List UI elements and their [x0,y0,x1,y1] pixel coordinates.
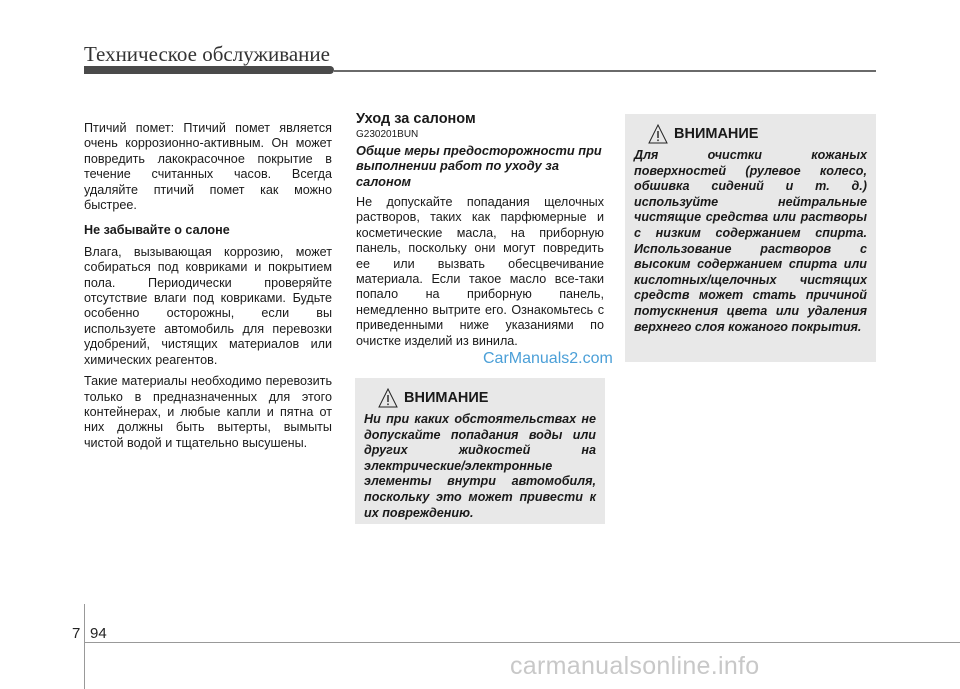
warning-title: ВНИМАНИЕ [674,126,759,142]
paragraph-interior-care: Не допускайте попадания щелочных растворов, таких как парфюмерные и косметические масла, на приборную панель, поскольку они могут повредить ее или вызвать обесцвечивание материала. Если такое масло все-таки попало на приборную панель, немедленно вытрите его. Ознакомьтесь с приведенными ниже указаниями по очистке изделий из винила. [356,195,604,348]
header-title: Техническое обслуживание [84,42,330,66]
footer-divider [84,604,85,689]
section-subtitle: Общие меры предосторожности при выполнении работ по уходу за салоном [356,142,602,189]
warning-text: Для очистки кожаных поверхностей (рулевое колесо, обшивка сидений и т. д.) используйте нейтральные чистящие средства или растворы с низким содержанием спирта. Использование растворов с высоким содержанием спирта или кислотных/щелочных чистящих средств может стать причиной потускнения цвета или удаления верхнего слоя кожаного покрытия. [634,148,867,334]
paragraph-materials: Такие материалы необходимо перевозить только в предназначенных для этого контейнерах, и любые капли и пятна от них должны быть вытерты, вымыты чистой водой и тщательно высушены. [84,374,332,450]
warning-triangle-icon [648,124,668,144]
header-rule [334,70,876,72]
page-number: 94 [90,625,107,642]
warning-triangle-icon [378,388,398,408]
footer-rule [84,642,960,643]
left-column [84,121,332,451]
footer-site-watermark: carmanualsonline.info [510,652,760,680]
warning-box-leather [625,114,876,362]
warning-box-liquids [355,378,605,524]
header-bar [84,66,334,74]
middle-column [356,112,604,349]
warning-text: Ни при каких обстоятельствах не допускайте попадания воды или других жидкостей на электрические/электронные элементы внутри автомобиля, поскольку это может привести к их повреждению. [364,412,596,520]
section-code: G230201BUN [356,129,419,141]
paragraph-moisture: Влага, вызывающая коррозию, может собираться под ковриками и покрытием пола. Периодически проверяйте отсутствие влаги под ковриками. Будьте особенно осторожны, если вы используете автомобиль для перевозки удобрений, чистящих материалов или химических реагентов. [84,244,332,367]
warning-title: ВНИМАНИЕ [404,390,489,406]
subheading-interior: Не забывайте о салоне [84,223,230,238]
watermark: CarManuals2.com [483,350,613,367]
paragraph-bird-droppings: Птичий помет: Птичий помет является очень коррозионно-активным. Он может повредить лакокрасочное покрытие в течение считанных часов. Всегда удаляйте птичий помет как можно быстрее. [84,121,332,213]
section-number: 7 [72,625,81,642]
section-title: Уход за салоном [356,111,476,127]
